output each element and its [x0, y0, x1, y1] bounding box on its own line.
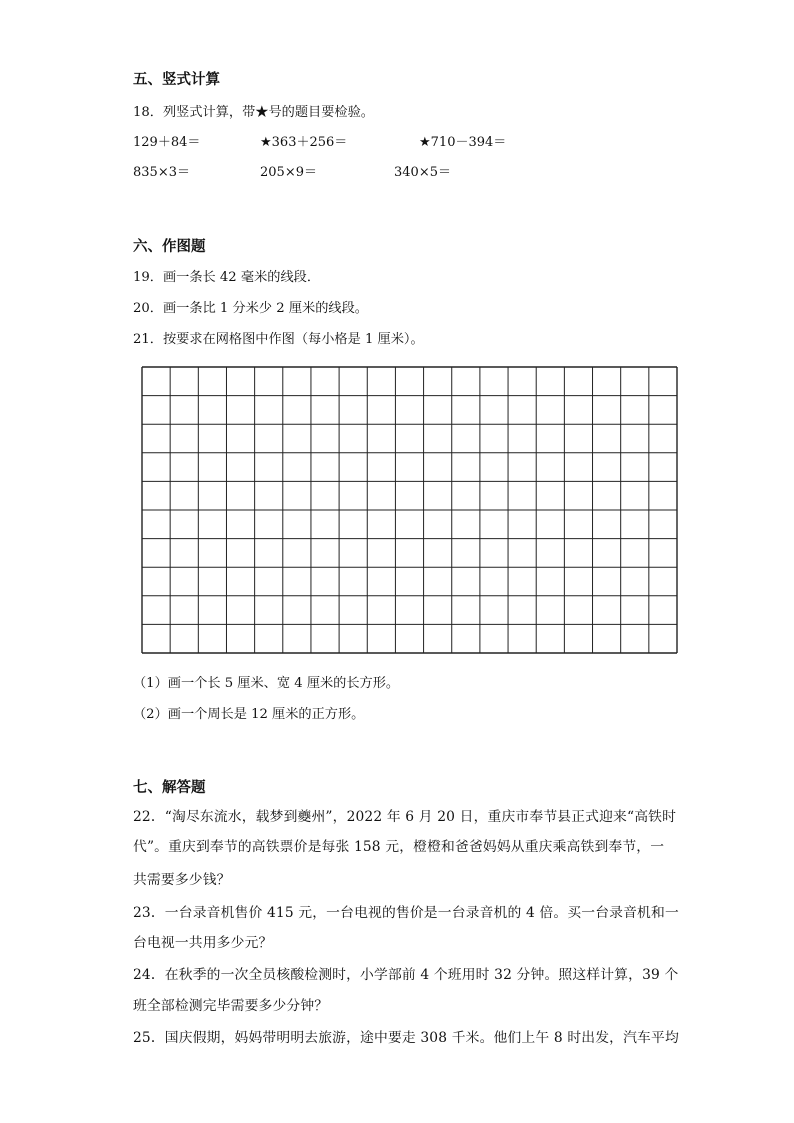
calc-6: 340×5＝	[394, 165, 451, 180]
question-25-line-1: 25．国庆假期，妈妈带明明去旅游，途中要走 308 千米。他们上午 8 时出发，汽车平均	[133, 1030, 679, 1046]
sub-question-1: （1）画一个长 5 厘米、宽 4 厘米的长方形。	[133, 676, 400, 691]
question-20: 20．画一条比 1 分米少 2 厘米的线段。	[133, 301, 368, 316]
section-five-title: 五、竖式计算	[133, 72, 220, 88]
question-18: 18．列竖式计算，带★号的题目要检验。	[133, 105, 374, 120]
drawing-grid	[141, 366, 678, 654]
calc-4: 835×3＝	[133, 165, 190, 180]
question-22-line-1: 22．“淘尽东流水，载梦到夔州”，2022 年 6 月 20 日，重庆市奉节县正式迎来“高铁时	[133, 809, 677, 825]
sub-question-2: （2）画一个周长是 12 厘米的正方形。	[133, 707, 365, 722]
section-six-title: 六、作图题	[133, 239, 206, 255]
question-24-line-1: 24．在秋季的一次全员核酸检测时，小学部前 4 个班用时 32 分钟。照这样计算，39 个	[133, 967, 679, 983]
question-24-line-2: 班全部检测完毕需要多少分钟？	[133, 998, 329, 1014]
calc-3: ★710－394＝	[419, 135, 507, 150]
question-23-line-2: 台电视一共用多少元？	[133, 935, 273, 951]
question-22-line-2: 代”。重庆到奉节的高铁票价是每张 158 元，橙橙和爸爸妈妈从重庆乘高铁到奉节，一	[133, 839, 665, 855]
question-19: 19．画一条长 42 毫米的线段．	[133, 270, 321, 285]
calc-5: 205×9＝	[260, 165, 317, 180]
calc-1: 129＋84＝	[133, 135, 201, 150]
question-22-line-3: 共需要多少钱？	[133, 872, 231, 888]
calc-2: ★363＋256＝	[260, 135, 348, 150]
question-23-line-1: 23．一台录音机售价 415 元，一台电视的售价是一台录音机的 4 倍。买一台录音机和一	[133, 905, 679, 921]
section-seven-title: 七、解答题	[133, 780, 206, 796]
question-21: 21．按要求在网格图中作图（每小格是 1 厘米）。	[133, 332, 424, 347]
